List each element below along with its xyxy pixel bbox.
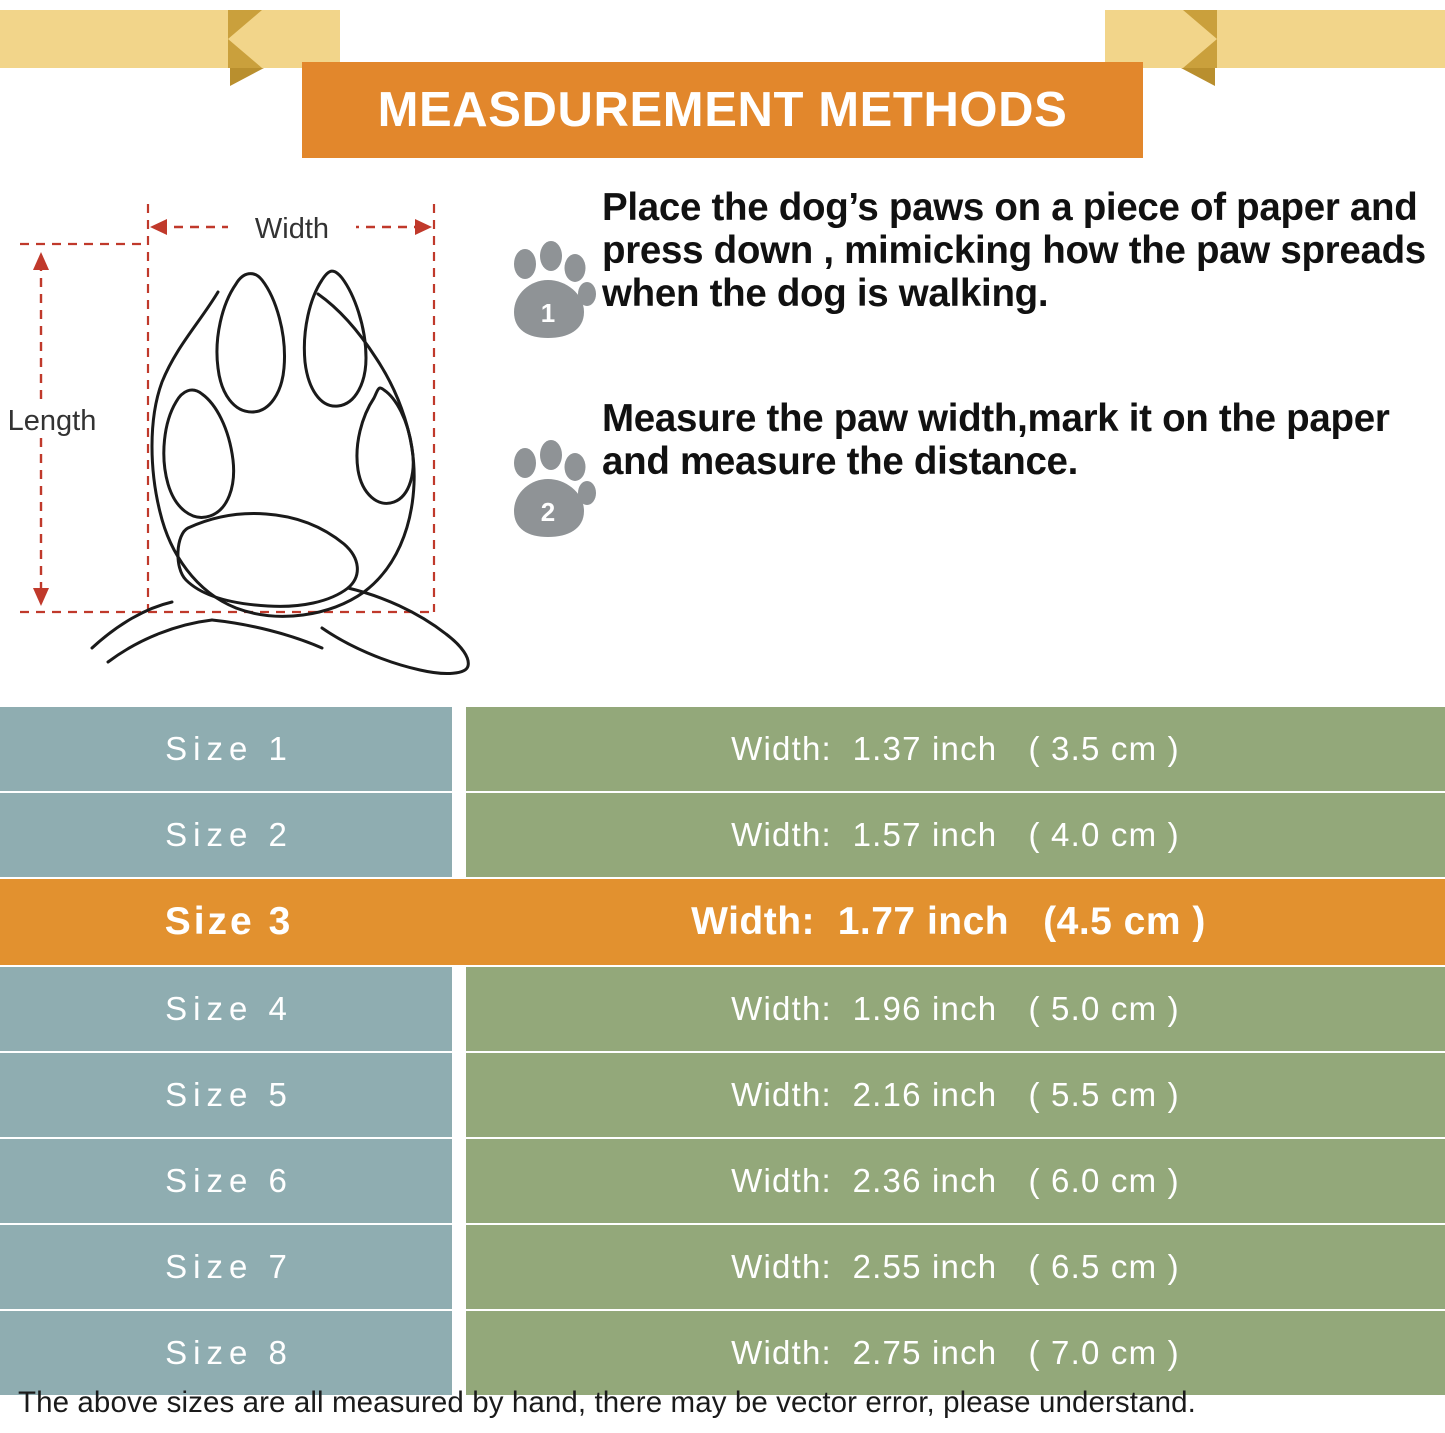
ribbon-fold-right <box>1181 68 1215 86</box>
step-item <box>492 180 1435 351</box>
width-text: Width: 1.57 inch ( 4.0 cm ) <box>731 816 1180 853</box>
step-number: 2 <box>540 497 556 527</box>
width-text: Width: 2.16 inch ( 5.5 cm ) <box>731 1076 1180 1113</box>
table-row <box>0 793 1445 877</box>
ribbon-right <box>1105 10 1445 68</box>
size-label: Size 7 <box>0 1225 452 1309</box>
steps-list <box>492 180 1435 578</box>
table-row <box>0 1225 1445 1309</box>
width-value <box>466 1311 1445 1395</box>
table-row <box>0 1311 1445 1395</box>
step-text: Measure the paw width,mark it on the paper and measure the distance. <box>602 397 1390 484</box>
table-row <box>0 1053 1445 1137</box>
width-label: Width <box>254 213 330 245</box>
step-item <box>492 379 1435 550</box>
length-label: Length <box>7 405 97 437</box>
width-text: Width: 2.36 inch ( 6.0 cm ) <box>731 1162 1180 1199</box>
step-number: 1 <box>540 298 556 328</box>
width-value <box>466 967 1445 1051</box>
ribbon-notch-left <box>228 10 262 68</box>
ribbon-fold-left <box>230 68 264 86</box>
width-value <box>466 793 1445 877</box>
size-label: Size 8 <box>0 1311 452 1395</box>
width-value <box>466 1053 1445 1137</box>
footnote: The above sizes are all measured by hand, there may be vector error, please understand. <box>18 1386 1196 1419</box>
step-text: Place the dog’s paws on a piece of paper and press down , mimicking how the paw spreads when the dog is walking. <box>602 186 1426 316</box>
table-row-highlighted <box>0 879 1445 965</box>
size-label: Size 6 <box>0 1139 452 1223</box>
ribbon-notch-right <box>1183 10 1217 68</box>
size-table <box>0 707 1445 1397</box>
size-label: Size 4 <box>0 967 452 1051</box>
size-label: Size 5 <box>0 1053 452 1137</box>
size-label: Size 2 <box>0 793 452 877</box>
width-text: Width: 1.77 inch (4.5 cm ) <box>691 900 1206 943</box>
instructions-area <box>0 172 1445 707</box>
page-title: MEASDUREMENT METHODS <box>377 82 1068 137</box>
width-value <box>466 1225 1445 1309</box>
width-text: Width: 2.75 inch ( 7.0 cm ) <box>731 1334 1180 1371</box>
width-text: Width: 1.96 inch ( 5.0 cm ) <box>731 990 1180 1027</box>
size-label: Size 3 <box>0 879 452 965</box>
ribbon-left <box>0 10 340 68</box>
step-badge-2 <box>492 379 602 550</box>
width-text: Width: 2.55 inch ( 6.5 cm ) <box>731 1248 1180 1285</box>
table-row <box>0 967 1445 1051</box>
width-value <box>452 879 1445 965</box>
width-text: Width: 1.37 inch ( 3.5 cm ) <box>731 730 1180 767</box>
table-row <box>0 1139 1445 1223</box>
step-badge-1 <box>492 180 602 351</box>
table-row <box>0 707 1445 791</box>
size-label: Size 1 <box>0 707 452 791</box>
width-value <box>466 707 1445 791</box>
width-value <box>466 1139 1445 1223</box>
banner-plate <box>302 62 1143 158</box>
banner <box>0 0 1445 172</box>
paw-measurement-diagram <box>0 172 490 707</box>
